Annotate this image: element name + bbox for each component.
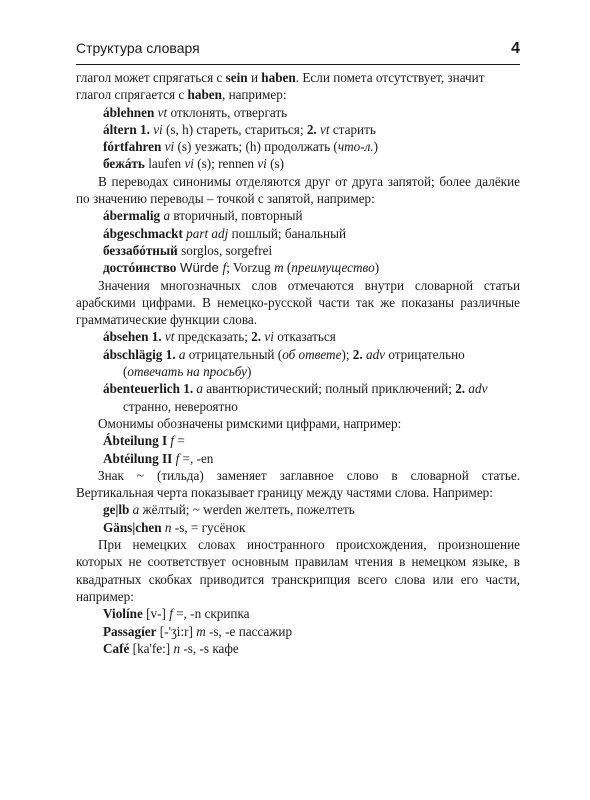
page-header [76, 40, 520, 58]
example-entry: бежáть laufen vi (s); rennen vi (s) [103, 156, 285, 172]
example-entry: Gäns|chen n -s, = гусёнок [103, 519, 246, 535]
paragraph-homonyms: Омонимы обозначены римскими цифрами, например: [98, 415, 402, 431]
page-number: 4 [511, 40, 520, 57]
example-entry: беззабóтный sorglos, sorgefrei [103, 242, 273, 258]
header-rule [76, 64, 520, 65]
example-entry: Passagíer [-'ʒi:r] m -s, -e пассажир [103, 623, 293, 639]
paragraph-synonyms: В переводах синонимы отделяются друг от друга запятой; более далёкие по значению переводы – точкой с запятой, например: [76, 173, 520, 207]
example-entry: áblehnen vt отклонять, отвергать [103, 104, 288, 120]
section-title: Структура словаря [76, 40, 200, 56]
example-entry: áltern 1. vi (s, h) стареть, стариться; 2. vt старить [103, 121, 376, 137]
example-entry: ge|lb a жёлтый; ~ werden желтеть, пожелтеть [103, 502, 355, 518]
example-entry: fórtfahren vi (s) уезжать; (h) продолжать (что-л.) [103, 139, 379, 155]
example-entry: ábschlägig 1. a отрицательный (об ответе); 2. adv отрицательно (отвечать на просьбу) [103, 346, 465, 380]
paragraph-tilde: Знак ~ (тильда) заменяет заглавное слово в словарной статье. Вертикальная черта показывает границу между частями слова. Например: [76, 467, 520, 501]
example-entry: ábenteuerlich 1. a авантюристический; полный приключений; 2. adv странно, невероятно [103, 381, 488, 414]
example-entry: ábgeschmackt part adj пошлый; банальный [103, 225, 347, 241]
paragraph-polysemy: Значения многозначных слов отмечаются внутри словарной статьи арабскими цифрами. В немецко-русской части так же показаны различные грамматические функции слова. [76, 277, 520, 328]
example-entry: Violíne [v-] f =, -n скрипка [103, 606, 250, 622]
example-entry: достóинство Würde f; Vorzug m (преимущество) [103, 260, 380, 276]
paragraph-conjugation: глагол может спрягаться с sein и haben. Если помета отсутствует, значит глагол спрягается с haben, например: [76, 70, 485, 103]
paragraph-transcription: При немецких словах иностранного происхождения, произношение которых не соответствует основным правилам чтения в немецком языке, в квадратных скобках приводится транскрипция всего слова или его части, например: [76, 537, 520, 604]
example-entry: ábsehen 1. vt предсказать; 2. vi отказаться [103, 329, 336, 345]
example-entry: Ábteilung I f = [103, 433, 185, 449]
example-entry: Café [ka'fe:] n -s, -s кафе [103, 640, 239, 656]
page-body [76, 69, 520, 657]
example-entry: Abtéilung II f =, -en [103, 450, 214, 466]
example-entry: ábermalig a вторичный, повторный [103, 208, 303, 224]
